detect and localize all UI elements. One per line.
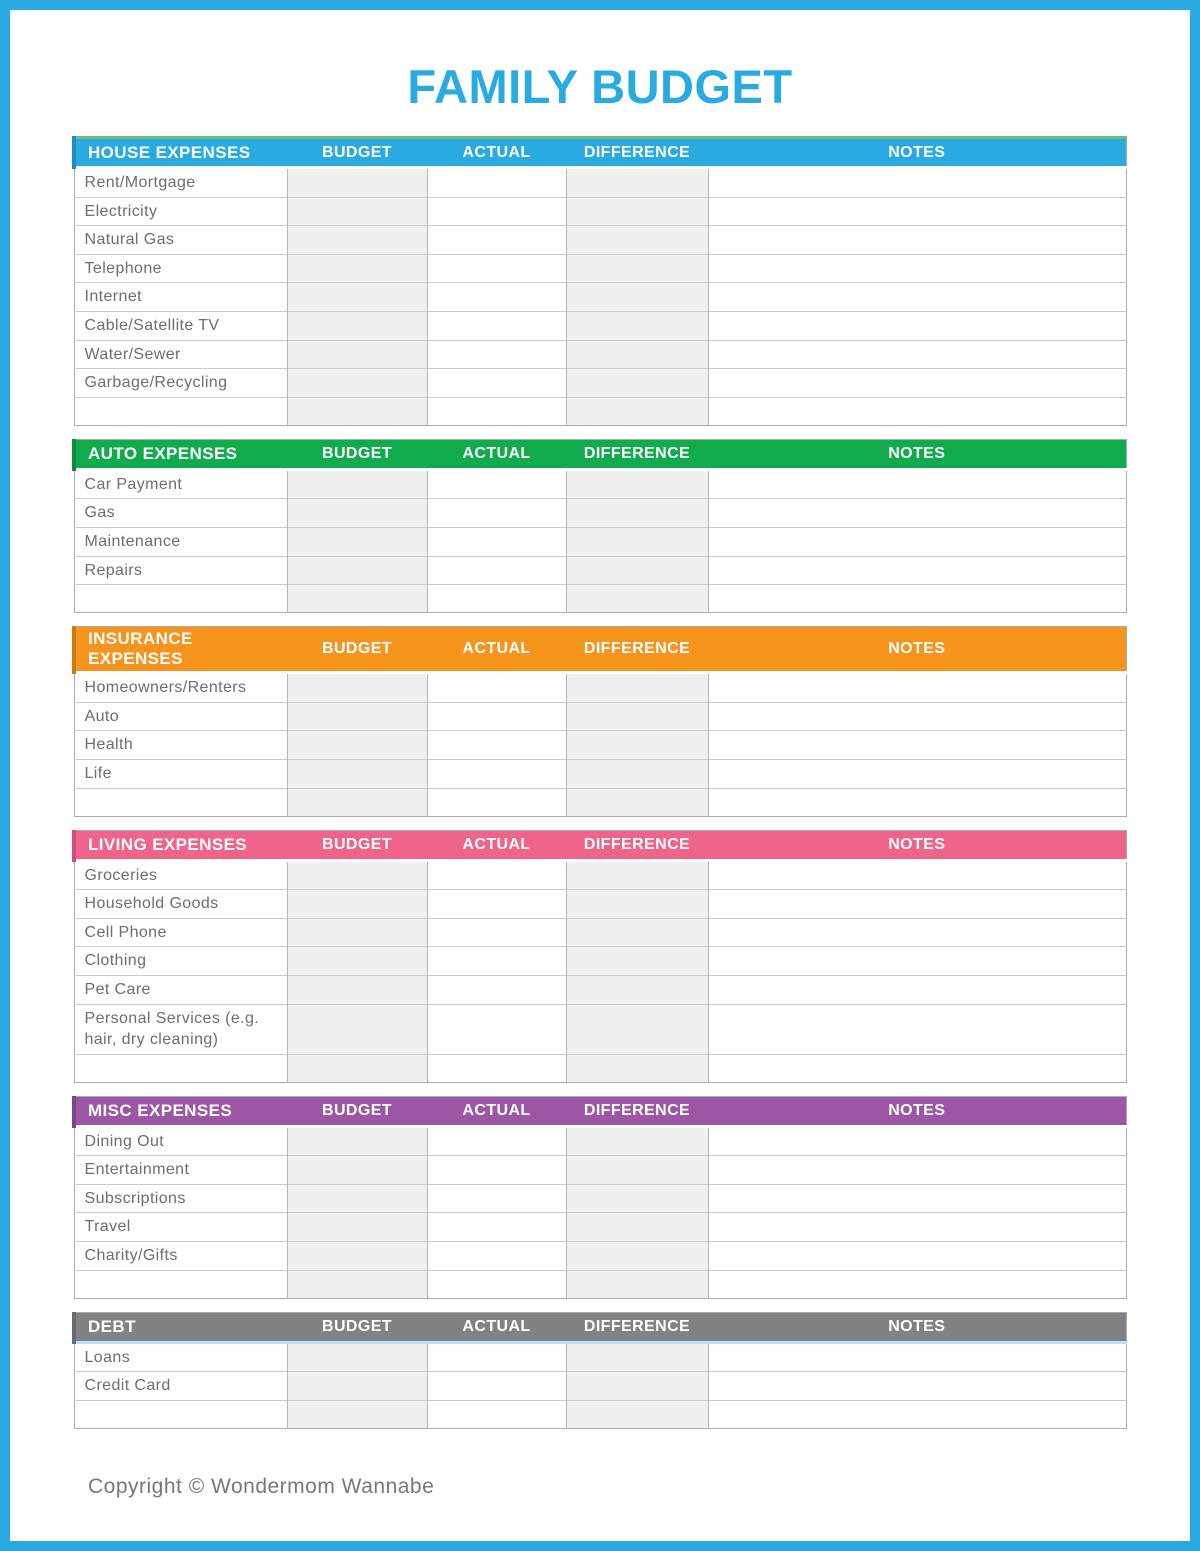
notes-cell: [708, 702, 1126, 731]
notes-cell: [708, 226, 1126, 255]
row-label: [74, 1400, 287, 1428]
row-label: Dining Out: [74, 1126, 287, 1156]
actual-cell: [427, 1054, 566, 1082]
notes-cell: [708, 197, 1126, 226]
difference-cell: [566, 340, 708, 369]
row-label: [74, 1054, 287, 1082]
column-header: ACTUAL: [427, 627, 566, 673]
budget-cell: [287, 1004, 427, 1054]
budget-cell: [287, 168, 427, 198]
table-row: [74, 1213, 1126, 1242]
table-row: [74, 1184, 1126, 1213]
row-label: Rent/Mortgage: [74, 168, 287, 198]
actual-cell: [427, 1004, 566, 1054]
row-label: Pet Care: [74, 975, 287, 1004]
notes-cell: [708, 499, 1126, 528]
budget-cell: [287, 1372, 427, 1401]
section-header-row: [74, 1096, 1126, 1126]
table-row: [74, 731, 1126, 760]
actual-cell: [427, 585, 566, 613]
budget-cell: [287, 759, 427, 788]
actual-cell: [427, 788, 566, 816]
notes-cell: [708, 1213, 1126, 1242]
difference-cell: [566, 975, 708, 1004]
table-row: [74, 759, 1126, 788]
column-header: BUDGET: [287, 627, 427, 673]
actual-cell: [427, 1270, 566, 1298]
budget-cell: [287, 312, 427, 341]
notes-cell: [708, 975, 1126, 1004]
actual-cell: [427, 947, 566, 976]
difference-cell: [566, 499, 708, 528]
row-label: Household Goods: [74, 890, 287, 919]
table-row: [74, 340, 1126, 369]
row-label: Entertainment: [74, 1156, 287, 1185]
column-header: BUDGET: [287, 439, 427, 469]
actual-cell: [427, 673, 566, 703]
actual-cell: [427, 527, 566, 556]
difference-cell: [566, 1400, 708, 1428]
row-label: Clothing: [74, 947, 287, 976]
actual-cell: [427, 1213, 566, 1242]
actual-cell: [427, 1372, 566, 1401]
difference-cell: [566, 890, 708, 919]
row-label: Gas: [74, 499, 287, 528]
budget-cell: [287, 556, 427, 585]
budget-cell: [287, 499, 427, 528]
notes-cell: [708, 918, 1126, 947]
table-row: [74, 585, 1126, 613]
difference-cell: [566, 731, 708, 760]
row-label: Cell Phone: [74, 918, 287, 947]
row-label: Groceries: [74, 860, 287, 890]
row-label: Personal Services (e.g. hair, dry cleaning): [74, 1004, 287, 1054]
difference-cell: [566, 1126, 708, 1156]
budget-cell: [287, 918, 427, 947]
actual-cell: [427, 1126, 566, 1156]
notes-cell: [708, 168, 1126, 198]
table-row: [74, 469, 1126, 499]
table-row: [74, 283, 1126, 312]
actual-cell: [427, 556, 566, 585]
budget-cell: [287, 469, 427, 499]
section-header-title: HOUSE EXPENSES: [74, 138, 287, 168]
budget-cell: [287, 1126, 427, 1156]
budget-cell: [287, 283, 427, 312]
difference-cell: [566, 1054, 708, 1082]
notes-cell: [708, 340, 1126, 369]
row-label: Maintenance: [74, 527, 287, 556]
section-table: [72, 136, 1127, 426]
table-row: [74, 918, 1126, 947]
actual-cell: [427, 197, 566, 226]
difference-cell: [566, 369, 708, 398]
row-label: [74, 1270, 287, 1298]
difference-cell: [566, 527, 708, 556]
column-header: NOTES: [708, 1096, 1126, 1126]
difference-cell: [566, 1213, 708, 1242]
section-table: [72, 1096, 1127, 1299]
row-label: Charity/Gifts: [74, 1242, 287, 1271]
copyright-text: Copyright © Wondermom Wannabe: [88, 1474, 435, 1498]
table-row: [74, 947, 1126, 976]
column-header: NOTES: [708, 439, 1126, 469]
column-header: NOTES: [708, 1312, 1126, 1342]
table-row: [74, 860, 1126, 890]
section-header-row: [74, 830, 1126, 860]
actual-cell: [427, 499, 566, 528]
budget-cell: [287, 1054, 427, 1082]
table-row: [74, 397, 1126, 425]
difference-cell: [566, 469, 708, 499]
actual-cell: [427, 975, 566, 1004]
notes-cell: [708, 1126, 1126, 1156]
table-row: [74, 312, 1126, 341]
column-header: BUDGET: [287, 1096, 427, 1126]
column-header: NOTES: [708, 627, 1126, 673]
actual-cell: [427, 469, 566, 499]
row-label: Loans: [74, 1342, 287, 1372]
row-label: Internet: [74, 283, 287, 312]
column-header: DIFFERENCE: [566, 1312, 708, 1342]
actual-cell: [427, 1242, 566, 1271]
difference-cell: [566, 947, 708, 976]
row-label: Telephone: [74, 254, 287, 283]
table-row: [74, 673, 1126, 703]
row-label: [74, 788, 287, 816]
difference-cell: [566, 1372, 708, 1401]
actual-cell: [427, 168, 566, 198]
notes-cell: [708, 254, 1126, 283]
actual-cell: [427, 254, 566, 283]
table-row: [74, 1242, 1126, 1271]
notes-cell: [708, 283, 1126, 312]
column-header: ACTUAL: [427, 1096, 566, 1126]
budget-cell: [287, 1242, 427, 1271]
budget-cell: [287, 731, 427, 760]
budget-cell: [287, 527, 427, 556]
column-header: BUDGET: [287, 1312, 427, 1342]
difference-cell: [566, 759, 708, 788]
actual-cell: [427, 283, 566, 312]
row-label: Life: [74, 759, 287, 788]
budget-cell: [287, 788, 427, 816]
budget-cell: [287, 585, 427, 613]
notes-cell: [708, 1400, 1126, 1428]
difference-cell: [566, 254, 708, 283]
table-row: [74, 702, 1126, 731]
difference-cell: [566, 197, 708, 226]
section-table: [72, 1312, 1127, 1429]
row-label: Travel: [74, 1213, 287, 1242]
section-header-title: DEBT: [74, 1312, 287, 1342]
budget-cell: [287, 197, 427, 226]
notes-cell: [708, 397, 1126, 425]
row-label: Homeowners/Renters: [74, 673, 287, 703]
notes-cell: [708, 312, 1126, 341]
page-title: FAMILY BUDGET: [407, 60, 793, 113]
difference-cell: [566, 1184, 708, 1213]
table-row: [74, 226, 1126, 255]
difference-cell: [566, 312, 708, 341]
notes-cell: [708, 890, 1126, 919]
difference-cell: [566, 702, 708, 731]
budget-cell: [287, 397, 427, 425]
notes-cell: [708, 469, 1126, 499]
notes-cell: [708, 556, 1126, 585]
column-header: ACTUAL: [427, 138, 566, 168]
notes-cell: [708, 788, 1126, 816]
table-row: [74, 1270, 1126, 1298]
budget-cell: [287, 369, 427, 398]
budget-cell: [287, 1213, 427, 1242]
table-row: [74, 1156, 1126, 1185]
budget-cell: [287, 860, 427, 890]
budget-cell: [287, 1342, 427, 1372]
table-row: [74, 1400, 1126, 1428]
table-row: [74, 975, 1126, 1004]
notes-cell: [708, 1184, 1126, 1213]
column-header: NOTES: [708, 830, 1126, 860]
budget-cell: [287, 1156, 427, 1185]
budget-cell: [287, 1270, 427, 1298]
actual-cell: [427, 702, 566, 731]
notes-cell: [708, 731, 1126, 760]
budget-cell: [287, 947, 427, 976]
table-row: [74, 1004, 1126, 1054]
budget-cell: [287, 254, 427, 283]
budget-cell: [287, 673, 427, 703]
section-table: [72, 830, 1127, 1083]
notes-cell: [708, 1054, 1126, 1082]
notes-cell: [708, 585, 1126, 613]
table-row: [74, 254, 1126, 283]
actual-cell: [427, 312, 566, 341]
column-header: ACTUAL: [427, 1312, 566, 1342]
difference-cell: [566, 283, 708, 312]
actual-cell: [427, 369, 566, 398]
table-row: [74, 556, 1126, 585]
budget-cell: [287, 702, 427, 731]
actual-cell: [427, 226, 566, 255]
difference-cell: [566, 1270, 708, 1298]
notes-cell: [708, 1242, 1126, 1271]
column-header: DIFFERENCE: [566, 439, 708, 469]
difference-cell: [566, 918, 708, 947]
column-header: NOTES: [708, 138, 1126, 168]
row-label: Cable/Satellite TV: [74, 312, 287, 341]
section-header-row: [74, 627, 1126, 673]
actual-cell: [427, 759, 566, 788]
notes-cell: [708, 759, 1126, 788]
difference-cell: [566, 397, 708, 425]
column-header: DIFFERENCE: [566, 138, 708, 168]
actual-cell: [427, 340, 566, 369]
section-header-title: AUTO EXPENSES: [74, 439, 287, 469]
row-label: Repairs: [74, 556, 287, 585]
column-header: ACTUAL: [427, 439, 566, 469]
budget-cell: [287, 1400, 427, 1428]
section-table: [72, 439, 1127, 613]
section-header-title: INSURANCE EXPENSES: [74, 627, 287, 673]
notes-cell: [708, 947, 1126, 976]
difference-cell: [566, 788, 708, 816]
row-label: Credit Card: [74, 1372, 287, 1401]
section-header-title: LIVING EXPENSES: [74, 830, 287, 860]
column-header: BUDGET: [287, 138, 427, 168]
table-row: [74, 1372, 1126, 1401]
difference-cell: [566, 585, 708, 613]
table-row: [74, 197, 1126, 226]
notes-cell: [708, 1372, 1126, 1401]
budget-cell: [287, 226, 427, 255]
notes-cell: [708, 1342, 1126, 1372]
section-header-title: MISC EXPENSES: [74, 1096, 287, 1126]
actual-cell: [427, 397, 566, 425]
row-label: Subscriptions: [74, 1184, 287, 1213]
notes-cell: [708, 527, 1126, 556]
table-row: [74, 788, 1126, 816]
table-row: [74, 499, 1126, 528]
difference-cell: [566, 556, 708, 585]
column-header: DIFFERENCE: [566, 1096, 708, 1126]
actual-cell: [427, 1400, 566, 1428]
row-label: Water/Sewer: [74, 340, 287, 369]
actual-cell: [427, 1156, 566, 1185]
section-table: [72, 626, 1127, 816]
column-header: DIFFERENCE: [566, 830, 708, 860]
table-row: [74, 890, 1126, 919]
row-label: Electricity: [74, 197, 287, 226]
column-header: DIFFERENCE: [566, 627, 708, 673]
actual-cell: [427, 890, 566, 919]
difference-cell: [566, 168, 708, 198]
budget-cell: [287, 890, 427, 919]
table-row: [74, 1342, 1126, 1372]
difference-cell: [566, 1342, 708, 1372]
actual-cell: [427, 1342, 566, 1372]
section-header-row: [74, 1312, 1126, 1342]
row-label: Natural Gas: [74, 226, 287, 255]
table-row: [74, 527, 1126, 556]
actual-cell: [427, 731, 566, 760]
column-header: BUDGET: [287, 830, 427, 860]
table-row: [74, 369, 1126, 398]
difference-cell: [566, 1004, 708, 1054]
row-label: [74, 397, 287, 425]
budget-cell: [287, 340, 427, 369]
actual-cell: [427, 860, 566, 890]
notes-cell: [708, 1004, 1126, 1054]
column-header: ACTUAL: [427, 830, 566, 860]
difference-cell: [566, 1156, 708, 1185]
row-label: Auto: [74, 702, 287, 731]
difference-cell: [566, 226, 708, 255]
row-label: Garbage/Recycling: [74, 369, 287, 398]
budget-cell: [287, 1184, 427, 1213]
difference-cell: [566, 860, 708, 890]
notes-cell: [708, 673, 1126, 703]
notes-cell: [708, 860, 1126, 890]
table-row: [74, 1126, 1126, 1156]
difference-cell: [566, 673, 708, 703]
notes-cell: [708, 1270, 1126, 1298]
difference-cell: [566, 1242, 708, 1271]
section-header-row: [74, 439, 1126, 469]
actual-cell: [427, 1184, 566, 1213]
budget-cell: [287, 975, 427, 1004]
row-label: [74, 585, 287, 613]
notes-cell: [708, 1156, 1126, 1185]
row-label: Car Payment: [74, 469, 287, 499]
budget-tables: [72, 136, 1190, 1429]
table-row: [74, 168, 1126, 198]
actual-cell: [427, 918, 566, 947]
table-row: [74, 1054, 1126, 1082]
section-header-row: [74, 138, 1126, 168]
notes-cell: [708, 369, 1126, 398]
row-label: Health: [74, 731, 287, 760]
